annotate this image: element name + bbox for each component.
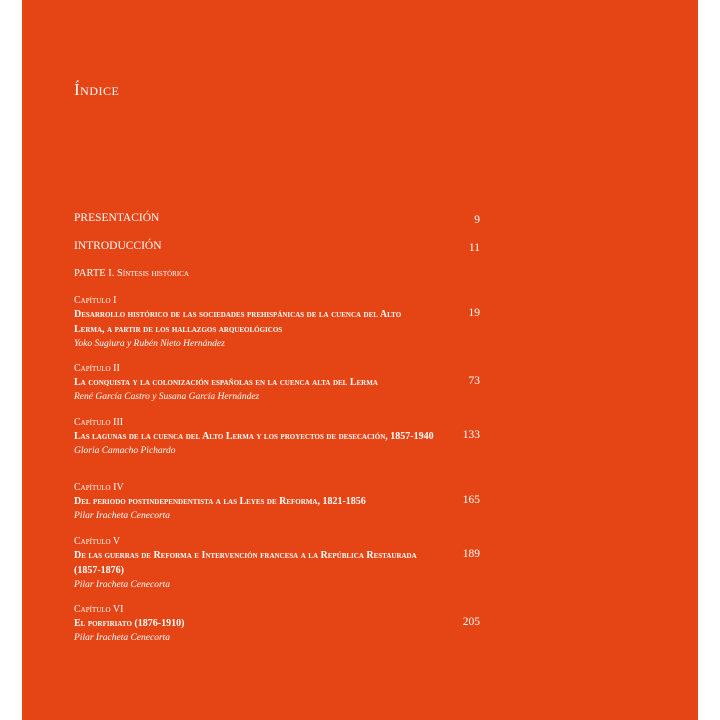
chapter-title: Desarrollo histórico de las sociedades prehispánicas de la cuenca del Alto Lerma, a partir de los hallazgos arqueológicos <box>74 309 402 335</box>
entry-label: INTRODUCCIÓN <box>74 240 162 252</box>
entry-page-number: 11 <box>468 242 480 254</box>
entry-page-number: 9 <box>474 214 480 226</box>
chapter-author: Pilar Iracheta Cenecorta <box>74 511 171 521</box>
toc-entry-introduccion[interactable] <box>74 240 480 252</box>
chapter-author: René García Castro y Susana García Hernández <box>74 392 260 402</box>
chapter-author: Yoko Sugiura y Rubén Nieto Hernández <box>74 339 225 349</box>
chapter-number: Capítulo V <box>74 536 121 547</box>
part-name: Síntesis histórica <box>117 268 189 279</box>
toc-chapter-4[interactable] <box>74 481 480 523</box>
chapter-author: Pilar Iracheta Cenecorta <box>74 633 171 643</box>
chapter-number: Capítulo III <box>74 417 124 428</box>
toc-chapter-6[interactable] <box>74 603 480 645</box>
chapter-title: Las lagunas de la cuenca del Alto Lerma y los proyectos de desecación, 1857-1940 <box>74 431 434 442</box>
toc-chapter-1[interactable] <box>74 294 480 351</box>
chapter-title: La conquista y la colonización españolas en la cuenca alta del Lerma <box>74 377 378 388</box>
entry-label: PRESENTACIÓN <box>74 212 160 224</box>
chapter-page-number: 205 <box>462 616 480 628</box>
index-page <box>22 0 698 720</box>
chapter-page-number: 73 <box>468 375 480 387</box>
chapter-page-number: 189 <box>462 548 480 560</box>
page-title: Índice <box>74 80 120 99</box>
toc-chapter-5[interactable] <box>74 535 480 592</box>
chapter-number: Capítulo II <box>74 363 120 374</box>
chapter-title: Del periodo postindependentista a las Leyes de Reforma, 1821-1856 <box>74 496 366 507</box>
chapter-title: El porfiriato (1876-1910) <box>74 618 185 629</box>
toc-chapter-2[interactable] <box>74 362 480 404</box>
chapter-page-number: 133 <box>462 429 480 441</box>
chapter-number: Capítulo I <box>74 295 117 306</box>
chapter-page-number: 165 <box>462 494 480 506</box>
part-prefix: PARTE I. <box>74 268 115 279</box>
toc-chapter-3[interactable] <box>74 416 480 458</box>
chapter-title: De las guerras de Reforma e Intervención francesa a la República Restaurada (1857-1876) <box>74 550 417 576</box>
chapter-number: Capítulo VI <box>74 604 124 615</box>
chapter-author: Pilar Iracheta Cenecorta <box>74 580 171 590</box>
part-heading <box>74 268 480 279</box>
chapter-number: Capítulo IV <box>74 482 124 493</box>
chapter-page-number: 19 <box>468 307 480 319</box>
toc-entry-presentacion[interactable] <box>74 212 480 224</box>
chapter-author: Gloria Camacho Pichardo <box>74 446 176 456</box>
